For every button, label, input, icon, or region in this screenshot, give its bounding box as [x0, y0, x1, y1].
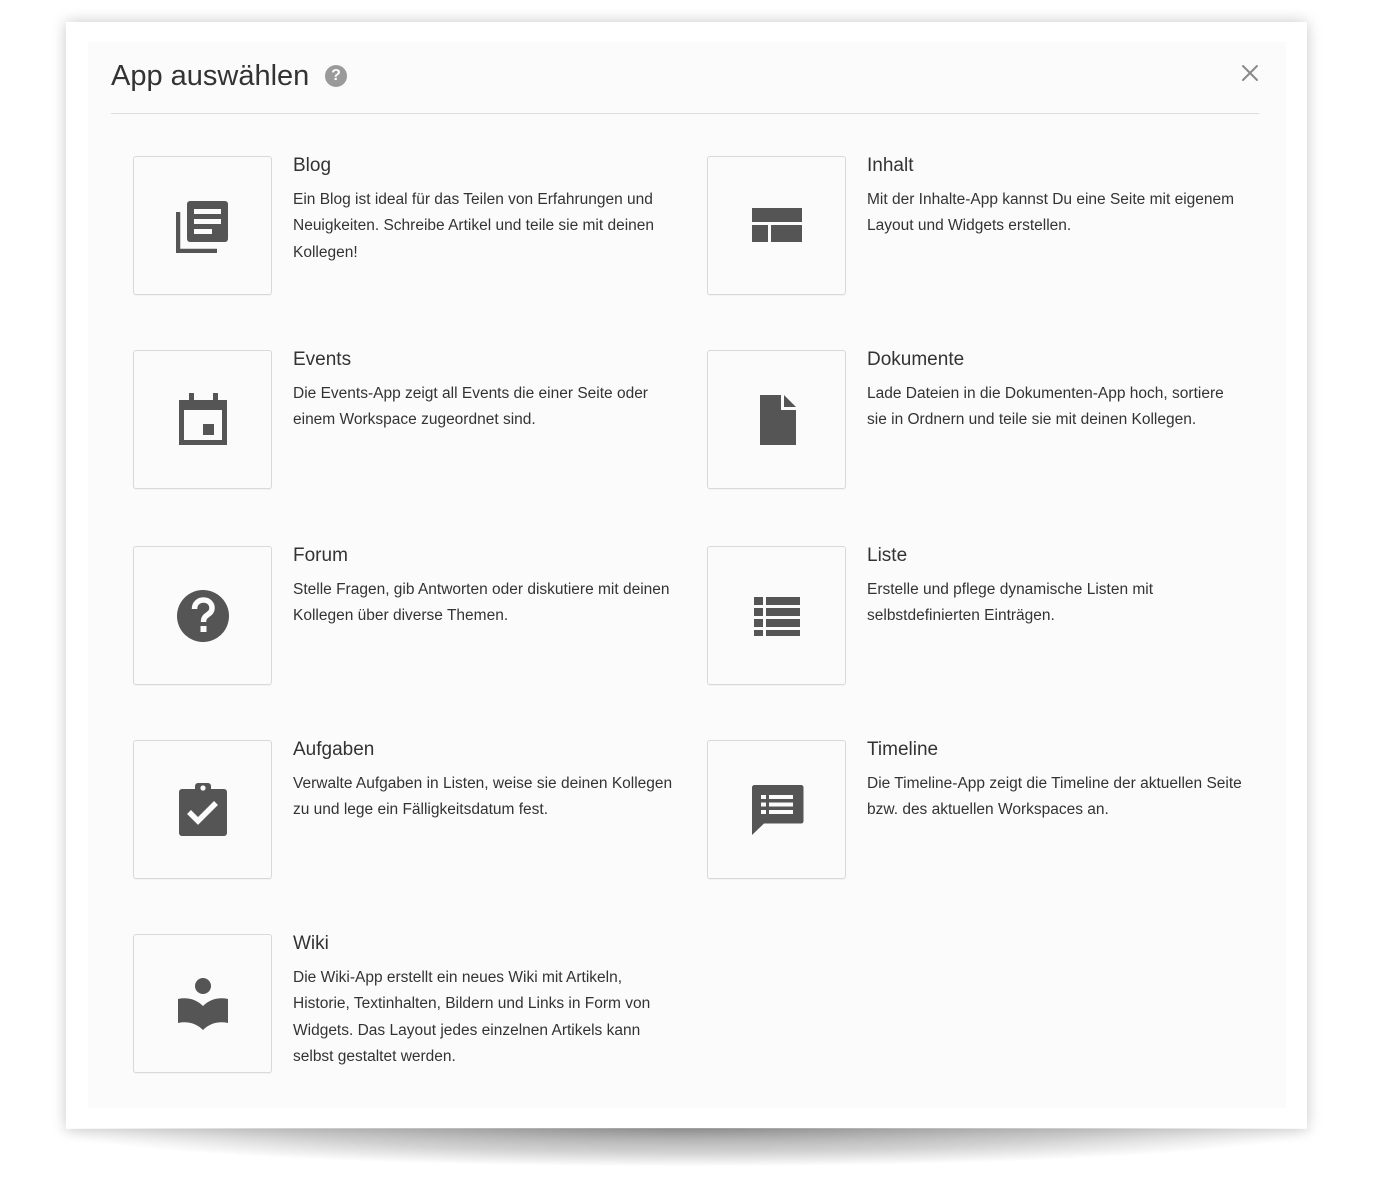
app-card-forum[interactable] [133, 546, 673, 696]
chat-lines-icon [750, 783, 804, 837]
app-name-dokumente: Dokumente [867, 349, 965, 370]
document-icon [750, 393, 804, 447]
app-name-liste: Liste [867, 545, 908, 566]
app-card-dokumente[interactable] [707, 350, 1247, 500]
question-circle-icon[interactable]: ? [325, 65, 347, 87]
app-select-modal [88, 42, 1286, 1108]
app-description-forum: Stelle Fragen, gib Antworten oder diskutiere mit deinen Kollegen über diverse Themen. [293, 581, 670, 625]
app-tile-timeline[interactable] [707, 740, 846, 879]
app-description-blog: Ein Blog ist ideal für das Teilen von Erfahrungen und Neuigkeiten. Schreibe Artikel und teile sie mit deinen Kollegen! [293, 191, 655, 261]
app-name-timeline: Timeline [867, 739, 939, 760]
app-card-aufgaben[interactable] [133, 740, 673, 890]
modal-title: App auswählen [111, 60, 310, 92]
app-tile-blog[interactable] [133, 156, 272, 295]
reading-book-icon [176, 977, 230, 1031]
app-card-timeline[interactable] [707, 740, 1247, 890]
calendar-icon [176, 393, 230, 447]
app-tile-wiki[interactable] [133, 934, 272, 1073]
app-tile-aufgaben[interactable] [133, 740, 272, 879]
app-card-blog[interactable] [133, 156, 673, 306]
app-name-forum: Forum [293, 545, 348, 566]
app-tile-inhalt[interactable] [707, 156, 846, 295]
frame-shadow [60, 1128, 1313, 1166]
clipboard-check-icon [176, 783, 230, 837]
app-name-wiki: Wiki [293, 933, 329, 954]
app-name-blog: Blog [293, 155, 332, 176]
app-tile-dokumente[interactable] [707, 350, 846, 489]
app-description-inhalt: Mit der Inhalte-App kannst Du eine Seite mit eigenem Layout und Widgets erstellen. [867, 191, 1235, 235]
app-card-inhalt[interactable] [707, 156, 1247, 306]
app-name-inhalt: Inhalt [867, 155, 914, 176]
app-card-wiki[interactable] [133, 934, 673, 1084]
app-name-aufgaben: Aufgaben [293, 739, 375, 760]
close-icon[interactable] [1237, 60, 1263, 86]
app-description-liste: Erstelle und pflege dynamische Listen mit selbstdefinierten Einträgen. [867, 581, 1154, 625]
app-name-events: Events [293, 349, 352, 370]
app-card-events[interactable] [133, 350, 673, 500]
list-icon [750, 589, 804, 643]
app-description-timeline: Die Timeline-App zeigt die Timeline der aktuellen Seite bzw. des aktuellen Workspaces an. [867, 775, 1242, 819]
help-circle-icon [176, 589, 230, 643]
app-tile-events[interactable] [133, 350, 272, 489]
modal-header [111, 56, 1259, 114]
app-card-liste[interactable] [707, 546, 1247, 696]
app-description-wiki: Die Wiki-App erstellt ein neues Wiki mit Artikeln, Historie, Textinhalten, Bildern und Links in Form von Widgets. Das Layout jedes einzelnen Artikels kann selbst gestaltet werden. [293, 969, 651, 1065]
newspaper-icon [176, 199, 230, 253]
app-tile-liste[interactable] [707, 546, 846, 685]
app-description-aufgaben: Verwalte Aufgaben in Listen, weise sie deinen Kollegen zu und lege ein Fälligkeitsdatum fest. [293, 775, 673, 819]
app-description-events: Die Events-App zeigt all Events die einer Seite oder einem Workspace zugeordnet sind. [293, 385, 648, 429]
app-description-dokumente: Lade Dateien in die Dokumenten-App hoch, sortiere sie in Ordnern und teile sie mit deinen Kollegen. [867, 385, 1224, 429]
layout-icon [750, 199, 804, 253]
app-tile-forum[interactable] [133, 546, 272, 685]
